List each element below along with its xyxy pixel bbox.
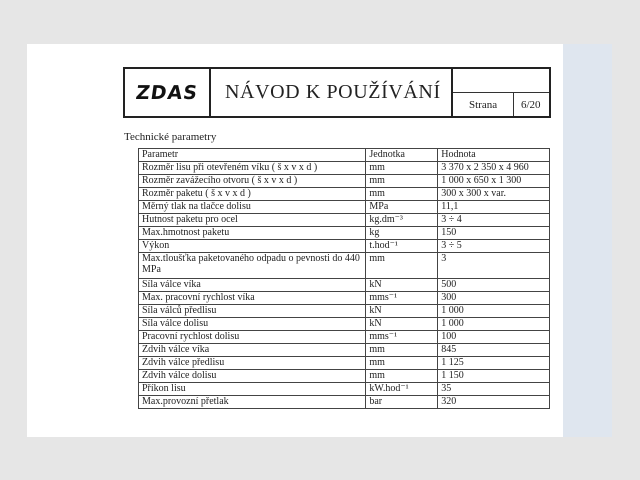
column-header-parameter: Parametr	[139, 149, 366, 162]
unit-cell: kN	[366, 279, 438, 292]
parameter-cell: Síla válce dolisu	[139, 318, 366, 331]
value-cell: 845	[438, 344, 550, 357]
parameter-cell: Hutnost paketu pro ocel	[139, 214, 366, 227]
parameters-table	[138, 148, 550, 409]
table-row	[139, 162, 550, 175]
column-header-value: Hodnota	[438, 149, 550, 162]
table-row	[139, 344, 550, 357]
value-cell: 500	[438, 279, 550, 292]
table-row	[139, 201, 550, 214]
parameter-cell: Max.hmotnost paketu	[139, 227, 366, 240]
table-row	[139, 318, 550, 331]
document-title: NÁVOD K POUŽÍVÁNÍ	[225, 81, 441, 103]
company-logo: ZDAS	[134, 81, 200, 104]
table-row	[139, 214, 550, 227]
table-row	[139, 188, 550, 201]
parameter-cell: Max. pracovní rychlost víka	[139, 292, 366, 305]
value-cell: 150	[438, 227, 550, 240]
background-strip	[563, 44, 612, 437]
parameter-cell: Pracovní rychlost dolisu	[139, 331, 366, 344]
unit-cell: kN	[366, 318, 438, 331]
unit-cell: MPa	[366, 201, 438, 214]
value-cell: 320	[438, 396, 550, 409]
table-row	[139, 279, 550, 292]
value-cell: 3 370 x 2 350 x 4 960	[438, 162, 550, 175]
table-row	[139, 383, 550, 396]
column-header-unit: Jednotka	[366, 149, 438, 162]
value-cell: 1 150	[438, 370, 550, 383]
value-cell: 100	[438, 331, 550, 344]
unit-cell: mm	[366, 357, 438, 370]
unit-cell: mms⁻¹	[366, 331, 438, 344]
parameter-cell: Max.provozní přetlak	[139, 396, 366, 409]
parameter-cell: Síla válce víka	[139, 279, 366, 292]
parameter-cell: Rozměr paketu ( š x v x d )	[139, 188, 366, 201]
unit-cell: mm	[366, 344, 438, 357]
table-row	[139, 396, 550, 409]
unit-cell: kg	[366, 227, 438, 240]
table-row	[139, 292, 550, 305]
unit-cell: kN	[366, 305, 438, 318]
parameter-cell: Výkon	[139, 240, 366, 253]
unit-cell: t.hod⁻¹	[366, 240, 438, 253]
unit-cell: mm	[366, 175, 438, 188]
table-row	[139, 175, 550, 188]
page-info-bottom	[453, 93, 549, 116]
parameter-cell: Max.tloušťka paketovaného odpadu o pevnosti do 440 MPa	[139, 253, 366, 279]
value-cell: 1 000 x 650 x 1 300	[438, 175, 550, 188]
parameter-cell: Zdvih válce dolisu	[139, 370, 366, 383]
document-header	[123, 67, 551, 118]
unit-cell: mm	[366, 162, 438, 175]
value-cell: 11,1	[438, 201, 550, 214]
parameter-cell: Příkon lisu	[139, 383, 366, 396]
parameter-cell: Síla válců předlisu	[139, 305, 366, 318]
page-label: Strana	[469, 99, 498, 111]
page-info-top	[453, 69, 549, 93]
value-cell: 1 125	[438, 357, 550, 370]
parameter-cell: Zdvih válce víka	[139, 344, 366, 357]
value-cell: 300	[438, 292, 550, 305]
value-cell: 3 ÷ 4	[438, 214, 550, 227]
value-cell: 1 000	[438, 305, 550, 318]
table-header-row	[139, 149, 550, 162]
section-title: Technické parametry	[124, 131, 217, 143]
unit-cell: kg.dm⁻³	[366, 214, 438, 227]
value-cell: 3 ÷ 5	[438, 240, 550, 253]
document-page	[27, 44, 563, 437]
table-row	[139, 253, 550, 279]
unit-cell: bar	[366, 396, 438, 409]
value-cell: 3	[438, 253, 550, 279]
logo-cell	[125, 69, 211, 116]
unit-cell: mms⁻¹	[366, 292, 438, 305]
table-row	[139, 240, 550, 253]
unit-cell: mm	[366, 253, 438, 279]
page-info-divider	[513, 93, 514, 116]
value-cell: 35	[438, 383, 550, 396]
value-cell: 1 000	[438, 318, 550, 331]
table-row	[139, 357, 550, 370]
unit-cell: mm	[366, 188, 438, 201]
value-cell: 300 x 300 x var.	[438, 188, 550, 201]
table-row	[139, 305, 550, 318]
unit-cell: kW.hod⁻¹	[366, 383, 438, 396]
parameter-cell: Měrný tlak na tlačce dolisu	[139, 201, 366, 214]
page-info-cell	[451, 69, 549, 116]
table-row	[139, 370, 550, 383]
table-row	[139, 227, 550, 240]
page-number: 6/20	[521, 99, 541, 111]
parameter-cell: Rozměr lisu při otevřeném víku ( š x v x d )	[139, 162, 366, 175]
table-row	[139, 331, 550, 344]
parameter-cell: Rozměr zavážecího otvoru ( š x v x d )	[139, 175, 366, 188]
parameter-cell: Zdvih válce předlisu	[139, 357, 366, 370]
unit-cell: mm	[366, 370, 438, 383]
